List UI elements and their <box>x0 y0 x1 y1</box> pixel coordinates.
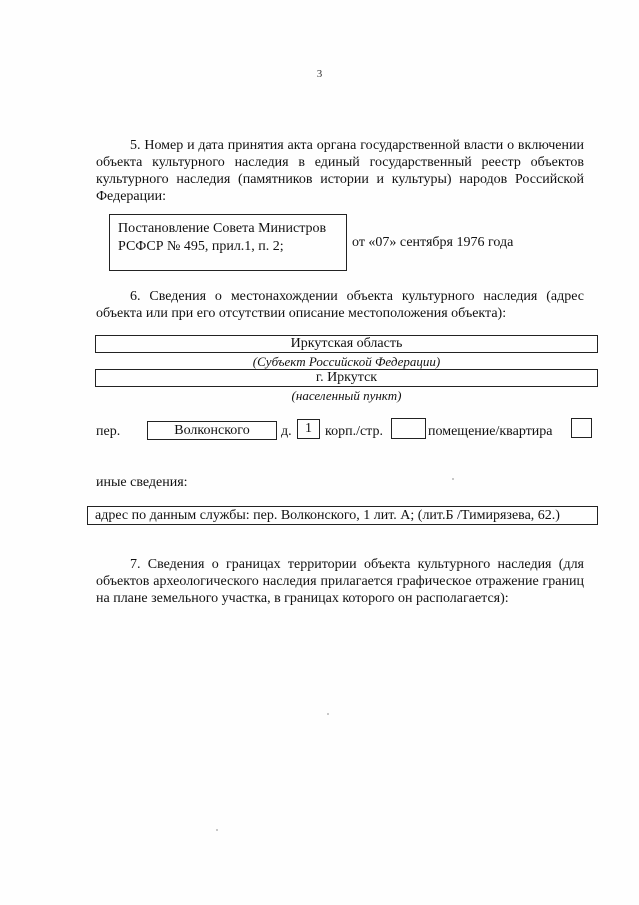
street-type-label: пер. <box>96 424 121 439</box>
decree-line-1: Постановление Совета Министров <box>118 221 327 236</box>
scan-speck <box>327 713 329 715</box>
building-label: корп./стр. <box>325 424 383 439</box>
section-6-body: 6. Сведения о местонахождении объекта культурного наследия (адрес объекта или при его отсутствии описание местоположения объекта): <box>96 289 584 321</box>
locality-field: г. Иркутск <box>95 369 598 387</box>
decree-line-2: РСФСР № 495, прил.1, п. 2; <box>118 239 284 254</box>
section-5-text <box>96 137 584 205</box>
house-field: 1 <box>297 419 320 439</box>
house-label: д. <box>281 424 292 439</box>
subject-caption: (Субъект Российской Федерации) <box>252 354 441 369</box>
scan-speck <box>216 829 218 831</box>
scan-speck <box>452 478 454 480</box>
section-5-body: 5. Номер и дата принятия акта органа государственной власти о включении объекта культурного наследия в единый государственный реестр объектов культурного наследия (памятников истории и культуры) народов Российской Федерации: <box>96 138 584 204</box>
subject-field: Иркутская область <box>95 335 598 353</box>
apartment-label: помещение/квартира <box>428 424 553 439</box>
decree-date: от «07» сентября 1976 года <box>352 235 514 250</box>
section-6-text <box>96 288 584 322</box>
section-7-text <box>96 556 584 607</box>
other-info-label: иные сведения: <box>96 475 188 490</box>
apartment-field <box>571 418 592 438</box>
building-field <box>391 418 426 439</box>
street-field: Волконского <box>147 421 277 440</box>
section-7-body: 7. Сведения о границах территории объекта культурного наследия (для объектов археологического наследия прилагается графическое отражение границ на плане земельного участка, в границах которого он располагается): <box>96 557 584 606</box>
page-number: 3 <box>316 68 323 80</box>
decree-box <box>109 214 347 271</box>
other-info-field: адрес по данным службы: пер. Волконского, 1 лит. А; (лит.Б /Тимирязева, 62.) <box>87 506 598 525</box>
locality-caption: (населенный пункт) <box>291 388 402 403</box>
